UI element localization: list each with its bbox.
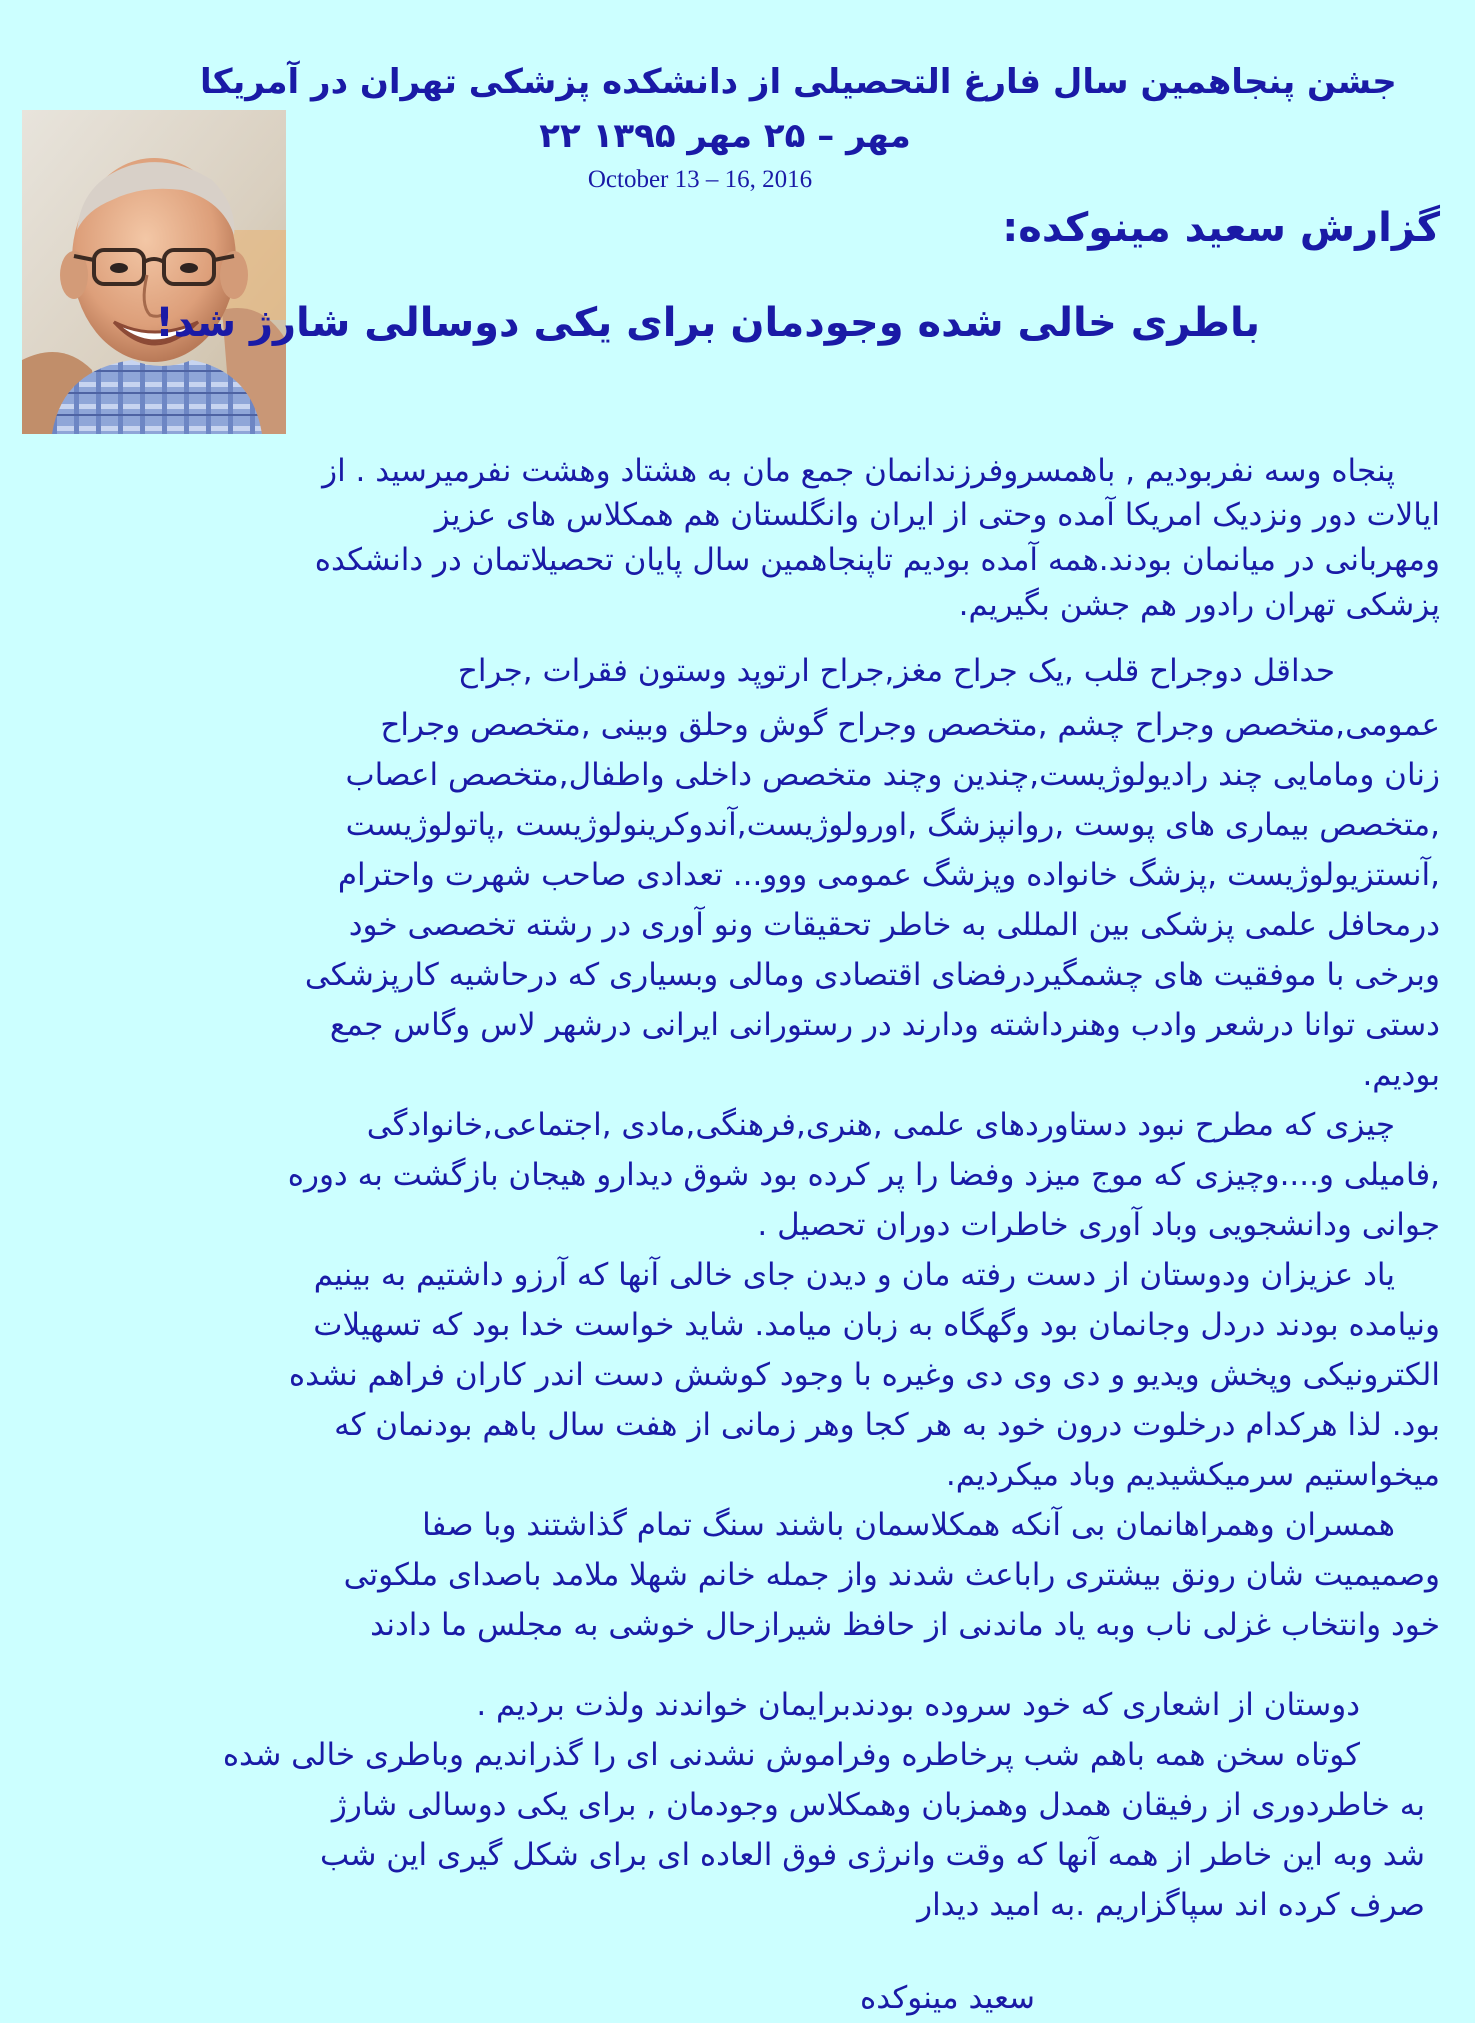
body-line: شد وبه این خاطر از همه آنها که وقت وانرژی فوق العاده ای برای شکل گیری این شب bbox=[320, 1837, 1425, 1873]
body-line: الکترونیکی وپخش ویدیو و دی وی دی وغیره با وجود کوشش دست اندر کاران فراهم نشده bbox=[288, 1357, 1440, 1393]
body-line: پزشکی تهران رادور هم جشن بگیریم. bbox=[958, 587, 1440, 623]
body-line: جوانی ودانشجویی وباد آوری خاطرات دوران تحصیل . bbox=[757, 1207, 1440, 1243]
body-line: درمحافل علمی پزشکی بین المللی به خاطر تحقیقات ونو آوری در رشته تخصصی خود bbox=[348, 907, 1440, 943]
body-line: وصمیمیت شان رونق بیشتری راباعث شدند واز جمله خانم شهلا ملامد باصدای ملکوتی bbox=[343, 1557, 1440, 1593]
body-line: میخواستیم سرمیکشیدیم وباد میکردیم. bbox=[945, 1457, 1440, 1493]
body-line: ,آنستزیولوژیست ,پزشگ خانواده وپزشگ عمومی ووو... تعدادی صاحب شهرت واحترام bbox=[337, 857, 1440, 893]
body-line: به خاطردوری از رفیقان همدل وهمزبان وهمکلاس وجودمان , برای یکی دوسالی شارژ bbox=[331, 1787, 1425, 1823]
body-line: بود. لذا هرکدام درخلوت درون خود به هر کجا وهر زمانی از هفت سال باهم بودنمان که bbox=[334, 1407, 1440, 1443]
body-line: دستی توانا درشعر وادب وهنرداشته ودارند در رستورانی ایرانی درشهر لاس وگاس جمع bbox=[329, 1007, 1440, 1043]
body-line: دوستان از اشعاری که خود سروده بودندبرایمان خواندند ولذت بردیم . bbox=[476, 1687, 1360, 1723]
article-headline: باطری خالی شده وجودمان برای یکی دوسالی شارژ شد! bbox=[155, 300, 1260, 346]
signature: سعید مینوکده bbox=[860, 1980, 1036, 2016]
gregorian-dates: October 13 – 16, 2016 bbox=[587, 166, 813, 193]
body-line: یاد عزیزان ودوستان از دست رفته مان و دیدن جای خالی آنها که آرزو داشتیم به بینیم bbox=[313, 1257, 1395, 1293]
body-line: پنجاه وسه نفربودیم , باهمسروفرزندانمان جمع مان به هشتاد وهشت نفرمیرسید . از bbox=[322, 453, 1395, 489]
body-line: وبرخی با موفقیت های چشمگیردرفضای اقتصادی ومالی وبسیاری که درحاشیه کارپزشکی bbox=[304, 957, 1440, 993]
body-line: چیزی که مطرح نبود دستاوردهای علمی ,هنری,فرهنگی,مادی ,اجتماعی,خانوادگی bbox=[366, 1107, 1395, 1143]
body-line: ومهربانی در میانمان بودند.همه آمده بودیم تاپنجاهمین سال پایان تحصیلاتمان در دانشکده bbox=[314, 542, 1440, 578]
body-line: ,فامیلی و....وچیزی که موج میزد وفضا را پر کرده بود شوق دیدارو هیجان بازگشت به دوره bbox=[287, 1157, 1440, 1193]
body-line: بودیم. bbox=[1362, 1057, 1440, 1093]
persian-dates: ۲۲ مهر – ۲۵ مهر ۱۳۹۵ bbox=[539, 116, 911, 156]
body-line: عمومی,متخصص وجراح چشم ,متخصص وجراح گوش وحلق وبینی ,متخصص وجراح bbox=[380, 707, 1440, 743]
body-line: ,متخصص بیماری های پوست ,روانپزشگ ,اورولوژیست,آندوکرینولوژیست ,پاتولوژیست bbox=[345, 807, 1440, 843]
portrait-image bbox=[22, 110, 286, 434]
body-line: کوتاه سخن همه باهم شب پرخاطره وفراموش نشدنی ای را گذراندیم وباطری خالی شده bbox=[222, 1737, 1360, 1773]
body-line: حداقل دوجراح قلب ,یک جراح مغز,جراح ارتوپد وستون فقرات ,جراح bbox=[457, 653, 1335, 689]
body-line: صرف کرده اند سپاگزاریم .به امید دیدار bbox=[917, 1887, 1425, 1923]
reporter-byline: گزارش سعید مینوکده: bbox=[1002, 205, 1440, 251]
body-line: همسران وهمراهانمان بی آنکه همکلاسمان باشند سنگ تمام گذاشتند وبا صفا bbox=[422, 1507, 1395, 1543]
event-title: جشن پنجاهمین سال فارغ التحصیلی از دانشکده پزشکی تهران در آمریکا bbox=[200, 62, 1397, 102]
body-line: ایالات دور ونزدیک امریکا آمده وحتی از ایران وانگلستان هم همکلاس های عزیز bbox=[434, 497, 1440, 533]
author-photo bbox=[22, 110, 286, 434]
body-line: ونیامده بودند دردل وجانمان بود وگهگاه به زبان میامد. شاید خواست خدا بود که تسهیلات bbox=[313, 1307, 1440, 1343]
body-line: خود وانتخاب غزلی ناب وبه یاد ماندنی از حافظ شیرازحال خوشی به مجلس ما دادند bbox=[370, 1607, 1440, 1643]
body-line: زنان ومامایی چند رادیولوژیست,چندین وچند متخصص داخلی واطفال,متخصص اعصاب bbox=[345, 757, 1440, 793]
